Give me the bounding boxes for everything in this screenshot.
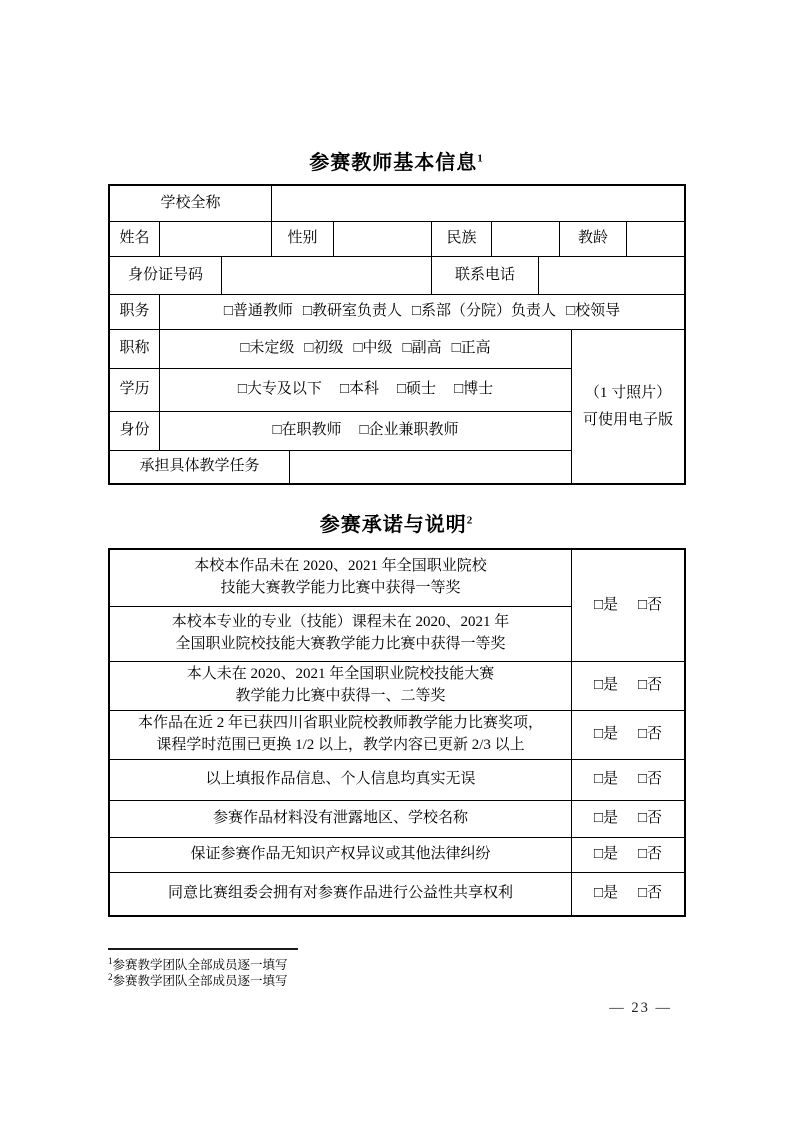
gender-label: 性别 [272, 222, 334, 257]
ethnicity-input[interactable] [492, 222, 560, 257]
no-checkbox[interactable]: □否 [638, 885, 663, 902]
teacher-info-table [108, 184, 686, 485]
footnote-2-text: 参赛教学团队全部成员逐一填写 [112, 974, 288, 989]
phone-input[interactable] [539, 257, 684, 295]
education-option-checkbox[interactable]: □大专及以下 [237, 381, 322, 398]
no-checkbox[interactable]: □否 [638, 726, 663, 743]
rank-options-cell [160, 330, 572, 369]
statement-line: 本校本作品未在 2020、2021 年全国职业院校 [194, 558, 487, 575]
section2-title [0, 508, 793, 537]
statement-line: 本校本专业的专业（技能）课程未在 2020、2021 年 [171, 614, 510, 631]
yes-checkbox[interactable]: □是 [593, 885, 618, 902]
photo-placeholder[interactable] [572, 330, 684, 483]
footnote-2-marker: 2 [108, 972, 113, 982]
statement-cell [110, 838, 572, 873]
teaching-years-input[interactable] [627, 222, 684, 257]
duty-option-checkbox[interactable]: □校领导 [566, 303, 621, 320]
section1-title-text: 参赛教师基本信息 [309, 152, 478, 174]
yes-no-cell [572, 873, 684, 915]
id-number-input[interactable] [222, 257, 432, 295]
rank-option-checkbox[interactable]: □未定级 [240, 340, 295, 357]
statement-cell [110, 662, 572, 711]
teaching-task-label: 承担具体教学任务 [110, 451, 290, 483]
identity-options-cell [160, 412, 572, 451]
statement-line: 保证参赛作品无知识产权异议或其他法律纠纷 [190, 846, 491, 863]
statement-line: 参赛作品材料没有泄露地区、学校名称 [212, 810, 468, 827]
rank-option-checkbox[interactable]: □正高 [451, 340, 491, 357]
no-checkbox[interactable]: □否 [638, 846, 663, 863]
yes-no-cell [572, 760, 684, 801]
duty-option-checkbox[interactable]: □普通教师 [223, 303, 293, 320]
section2-title-text: 参赛承诺与说明 [319, 514, 467, 536]
yes-no-cell [572, 550, 684, 662]
duty-option-checkbox[interactable]: □系部（分院）负责人 [412, 303, 557, 320]
statement-cell [110, 550, 572, 607]
no-checkbox[interactable]: □否 [638, 810, 663, 827]
gender-input[interactable] [334, 222, 432, 257]
yes-no-cell [572, 838, 684, 873]
yes-no-cell [572, 711, 684, 760]
yes-no-cell [572, 662, 684, 711]
statement-line: 本人未在 2020、2021 年全国职业院校技能大赛 [186, 666, 495, 683]
yes-checkbox[interactable]: □是 [593, 726, 618, 743]
yes-checkbox[interactable]: □是 [593, 846, 618, 863]
duty-options-cell [160, 295, 684, 330]
footnote-1 [108, 956, 288, 973]
statement-line: 教学能力比赛中获得一、二等奖 [235, 688, 446, 704]
no-checkbox[interactable]: □否 [638, 771, 663, 788]
school-name-label: 学校全称 [110, 186, 272, 222]
photo-note-line2: 可使用电子版 [582, 411, 673, 428]
statement-cell [110, 607, 572, 662]
statement-cell [110, 711, 572, 760]
name-input[interactable] [160, 222, 272, 257]
commitment-table [108, 548, 686, 917]
education-options-cell [160, 369, 572, 412]
statement-cell [110, 801, 572, 838]
yes-checkbox[interactable]: □是 [593, 596, 618, 613]
id-number-label: 身份证号码 [110, 257, 222, 295]
page-number: — 23 — [609, 1000, 672, 1016]
no-checkbox[interactable]: □否 [638, 596, 663, 613]
statement-cell [110, 873, 572, 915]
footnote-1-marker: 1 [108, 956, 113, 966]
identity-option-checkbox[interactable]: □在职教师 [272, 422, 342, 439]
yes-checkbox[interactable]: □是 [593, 677, 618, 694]
statement-cell [110, 760, 572, 801]
rank-option-checkbox[interactable]: □初级 [304, 340, 344, 357]
education-option-checkbox[interactable]: □博士 [454, 381, 494, 398]
statement-line: 技能大赛教学能力比赛中获得一等奖 [220, 580, 461, 596]
footnote-1-text: 参赛教学团队全部成员逐一填写 [112, 958, 288, 973]
duty-label: 职务 [110, 295, 160, 330]
statement-line: 课程学时范围已更换 1/2 以上，教学内容已更新 2/3 以上 [156, 737, 525, 753]
phone-label: 联系电话 [432, 257, 539, 295]
duty-option-checkbox[interactable]: □教研室负责人 [302, 303, 402, 320]
name-label: 姓名 [110, 222, 160, 257]
statement-line: 以上填报作品信息、个人信息均真实无误 [205, 771, 476, 788]
identity-label: 身份 [110, 412, 160, 451]
rank-option-checkbox[interactable]: □副高 [402, 340, 442, 357]
rank-option-checkbox[interactable]: □中级 [353, 340, 393, 357]
photo-note-line1: （1 寸照片） [584, 384, 672, 401]
statement-line: 本作品在近 2 年已获四川省职业院校教师教学能力比赛奖项， [137, 715, 543, 732]
section1-footnote-ref: 1 [477, 152, 484, 165]
statement-line: 同意比赛组委会拥有对参赛作品进行公益性共享权利 [167, 885, 513, 902]
no-checkbox[interactable]: □否 [638, 677, 663, 694]
footnote-separator [108, 948, 298, 950]
school-name-input[interactable] [272, 186, 684, 222]
footnote-2 [108, 972, 288, 989]
rank-label: 职称 [110, 330, 160, 369]
yes-checkbox[interactable]: □是 [593, 771, 618, 788]
teaching-task-input[interactable] [290, 451, 572, 483]
yes-checkbox[interactable]: □是 [593, 810, 618, 827]
education-option-checkbox[interactable]: □本科 [339, 381, 379, 398]
education-option-checkbox[interactable]: □硕士 [397, 381, 437, 398]
education-label: 学历 [110, 369, 160, 412]
teaching-years-label: 教龄 [560, 222, 627, 257]
section1-title [0, 146, 793, 175]
statement-line: 全国职业院校技能大赛教学能力比赛中获得一等奖 [175, 636, 506, 652]
yes-no-cell [572, 801, 684, 838]
section2-footnote-ref: 2 [466, 514, 474, 527]
ethnicity-label: 民族 [432, 222, 492, 257]
identity-option-checkbox[interactable]: □企业兼职教师 [359, 422, 459, 439]
